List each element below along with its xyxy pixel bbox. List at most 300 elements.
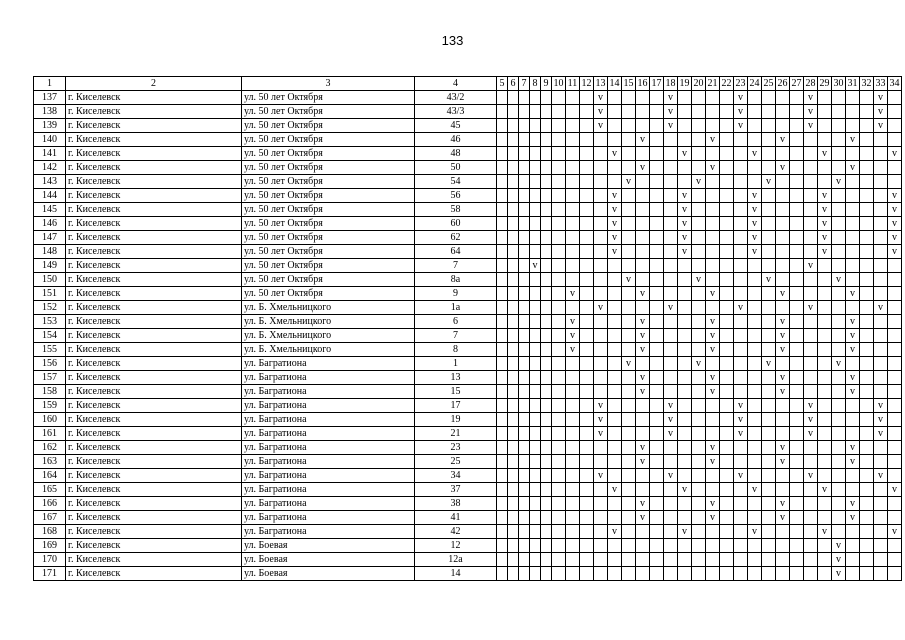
- row-number: 149: [34, 259, 66, 273]
- day-cell-21: [706, 553, 720, 567]
- day-cell-5: [497, 483, 508, 497]
- day-cell-15: [622, 133, 636, 147]
- day-cell-29: v: [818, 203, 832, 217]
- day-cell-16: v: [636, 385, 650, 399]
- day-cell-7: [519, 119, 530, 133]
- table-row: [34, 161, 902, 175]
- day-cell-7: [519, 385, 530, 399]
- day-cell-5: [497, 427, 508, 441]
- day-cell-27: [790, 497, 804, 511]
- day-cell-8: [530, 231, 541, 245]
- day-cell-7: [519, 525, 530, 539]
- day-cell-27: [790, 329, 804, 343]
- row-number: 166: [34, 497, 66, 511]
- day-cell-33: v: [874, 105, 888, 119]
- day-cell-32: [860, 483, 874, 497]
- day-cell-32: [860, 189, 874, 203]
- day-cell-18: [664, 315, 678, 329]
- day-cell-6: [508, 287, 519, 301]
- day-cell-7: [519, 245, 530, 259]
- row-street: ул. Багратиона: [242, 511, 415, 525]
- day-cell-12: [580, 203, 594, 217]
- day-cell-8: [530, 161, 541, 175]
- row-city: г. Киселевск: [66, 231, 242, 245]
- day-cell-15: [622, 203, 636, 217]
- day-cell-29: [818, 497, 832, 511]
- row-city: г. Киселевск: [66, 147, 242, 161]
- day-cell-27: [790, 427, 804, 441]
- day-cell-22: [720, 329, 734, 343]
- day-cell-23: v: [734, 119, 748, 133]
- day-cell-9: [541, 91, 552, 105]
- day-cell-30: [832, 301, 846, 315]
- day-cell-15: [622, 147, 636, 161]
- day-cell-10: [552, 119, 566, 133]
- header-cell-23: 23: [735, 77, 746, 89]
- day-cell-26: [776, 217, 790, 231]
- day-cell-28: v: [804, 105, 818, 119]
- day-cell-12: [580, 357, 594, 371]
- day-cell-18: [664, 133, 678, 147]
- day-cell-22: [720, 105, 734, 119]
- row-city: г. Киселевск: [66, 245, 242, 259]
- day-cell-8: [530, 189, 541, 203]
- day-cell-19: [678, 385, 692, 399]
- day-cell-7: [519, 147, 530, 161]
- day-cell-22: [720, 427, 734, 441]
- row-street: ул. Багратиона: [242, 441, 415, 455]
- day-cell-30: [832, 511, 846, 525]
- day-cell-20: [692, 329, 706, 343]
- day-cell-29: [818, 105, 832, 119]
- day-cell-25: v: [762, 357, 776, 371]
- day-cell-29: [818, 91, 832, 105]
- day-cell-20: v: [692, 357, 706, 371]
- day-cell-12: [580, 91, 594, 105]
- day-cell-18: [664, 175, 678, 189]
- row-number: 143: [34, 175, 66, 189]
- row-house: 12: [415, 539, 497, 553]
- day-cell-29: v: [818, 217, 832, 231]
- day-cell-22: [720, 567, 734, 581]
- day-cell-10: [552, 357, 566, 371]
- day-cell-30: v: [832, 357, 846, 371]
- row-street: ул. 50 лет Октября: [242, 245, 415, 259]
- table-row: [34, 287, 902, 301]
- day-cell-9: [541, 469, 552, 483]
- row-city: г. Киселевск: [66, 273, 242, 287]
- day-cell-32: [860, 175, 874, 189]
- day-cell-33: [874, 343, 888, 357]
- day-cell-6: [508, 553, 519, 567]
- header-cell-27: 27: [791, 77, 802, 89]
- day-cell-27: [790, 273, 804, 287]
- day-cell-28: [804, 133, 818, 147]
- day-cell-6: [508, 91, 519, 105]
- day-cell-25: [762, 567, 776, 581]
- row-house: 37: [415, 483, 497, 497]
- day-cell-23: [734, 441, 748, 455]
- day-cell-9: [541, 483, 552, 497]
- day-cell-32: [860, 203, 874, 217]
- day-cell-23: [734, 385, 748, 399]
- day-cell-29: [818, 413, 832, 427]
- day-cell-20: [692, 343, 706, 357]
- day-cell-14: v: [608, 231, 622, 245]
- day-cell-15: [622, 161, 636, 175]
- day-cell-6: [508, 329, 519, 343]
- row-number: 160: [34, 413, 66, 427]
- day-cell-28: v: [804, 427, 818, 441]
- day-cell-15: [622, 315, 636, 329]
- day-cell-13: [594, 217, 608, 231]
- day-cell-10: [552, 441, 566, 455]
- table-row: [34, 399, 902, 413]
- day-cell-10: [552, 245, 566, 259]
- day-cell-19: [678, 105, 692, 119]
- day-cell-9: [541, 329, 552, 343]
- day-cell-16: [636, 119, 650, 133]
- day-cell-28: v: [804, 91, 818, 105]
- day-cell-34: [888, 371, 902, 385]
- table-row: [34, 455, 902, 469]
- day-cell-32: [860, 343, 874, 357]
- row-house: 41: [415, 511, 497, 525]
- day-cell-16: [636, 357, 650, 371]
- day-cell-7: [519, 441, 530, 455]
- day-cell-34: [888, 511, 902, 525]
- day-cell-28: [804, 357, 818, 371]
- day-cell-14: v: [608, 203, 622, 217]
- day-cell-18: v: [664, 91, 678, 105]
- day-cell-30: [832, 441, 846, 455]
- day-cell-20: [692, 385, 706, 399]
- day-cell-21: [706, 539, 720, 553]
- day-cell-15: [622, 399, 636, 413]
- day-cell-26: v: [776, 329, 790, 343]
- day-cell-25: [762, 105, 776, 119]
- day-cell-28: v: [804, 413, 818, 427]
- day-cell-23: [734, 329, 748, 343]
- day-cell-8: [530, 273, 541, 287]
- day-cell-12: [580, 441, 594, 455]
- day-cell-23: [734, 133, 748, 147]
- day-cell-28: v: [804, 399, 818, 413]
- day-cell-28: [804, 217, 818, 231]
- day-cell-24: [748, 91, 762, 105]
- day-cell-5: [497, 315, 508, 329]
- day-cell-16: [636, 189, 650, 203]
- day-cell-24: [748, 133, 762, 147]
- row-house: 12а: [415, 553, 497, 567]
- day-cell-21: [706, 301, 720, 315]
- day-cell-33: [874, 357, 888, 371]
- day-cell-6: [508, 203, 519, 217]
- day-cell-27: [790, 245, 804, 259]
- day-cell-6: [508, 441, 519, 455]
- day-cell-22: [720, 483, 734, 497]
- day-cell-33: v: [874, 413, 888, 427]
- day-cell-30: [832, 371, 846, 385]
- day-cell-10: [552, 371, 566, 385]
- day-cell-9: [541, 553, 552, 567]
- day-cell-10: [552, 273, 566, 287]
- day-cell-22: [720, 343, 734, 357]
- day-cell-22: [720, 91, 734, 105]
- day-cell-30: [832, 133, 846, 147]
- day-cell-5: [497, 385, 508, 399]
- day-cell-5: [497, 301, 508, 315]
- day-cell-27: [790, 343, 804, 357]
- header-cell-9: 9: [541, 77, 552, 91]
- day-cell-16: v: [636, 329, 650, 343]
- day-cell-20: [692, 259, 706, 273]
- day-cell-15: [622, 119, 636, 133]
- row-city: г. Киселевск: [66, 567, 242, 581]
- day-cell-29: [818, 455, 832, 469]
- day-cell-7: [519, 231, 530, 245]
- day-cell-30: [832, 399, 846, 413]
- day-cell-10: [552, 147, 566, 161]
- day-cell-6: [508, 469, 519, 483]
- day-cell-23: [734, 259, 748, 273]
- day-cell-34: [888, 567, 902, 581]
- day-cell-29: [818, 441, 832, 455]
- day-cell-9: [541, 259, 552, 273]
- day-cell-25: [762, 553, 776, 567]
- day-cell-15: [622, 455, 636, 469]
- day-cell-33: [874, 315, 888, 329]
- day-cell-31: [846, 203, 860, 217]
- row-street: ул. 50 лет Октября: [242, 175, 415, 189]
- day-cell-26: [776, 91, 790, 105]
- day-cell-27: [790, 301, 804, 315]
- day-cell-15: [622, 343, 636, 357]
- day-cell-15: [622, 553, 636, 567]
- day-cell-5: [497, 105, 508, 119]
- day-cell-32: [860, 399, 874, 413]
- day-cell-24: [748, 441, 762, 455]
- day-cell-5: [497, 497, 508, 511]
- day-cell-6: [508, 161, 519, 175]
- day-cell-32: [860, 525, 874, 539]
- header-cell-2: 2: [66, 77, 242, 91]
- day-cell-33: [874, 175, 888, 189]
- day-cell-21: [706, 231, 720, 245]
- day-cell-34: [888, 553, 902, 567]
- day-cell-5: [497, 539, 508, 553]
- day-cell-17: [650, 147, 664, 161]
- row-city: г. Киселевск: [66, 525, 242, 539]
- day-cell-6: [508, 483, 519, 497]
- day-cell-27: [790, 413, 804, 427]
- day-cell-25: [762, 119, 776, 133]
- day-cell-18: [664, 371, 678, 385]
- day-cell-5: [497, 245, 508, 259]
- day-cell-26: [776, 539, 790, 553]
- day-cell-23: [734, 455, 748, 469]
- day-cell-29: [818, 175, 832, 189]
- day-cell-28: [804, 525, 818, 539]
- row-street: ул. 50 лет Октября: [242, 147, 415, 161]
- row-street: ул. Багратиона: [242, 427, 415, 441]
- table-row: [34, 203, 902, 217]
- table-row: [34, 273, 902, 287]
- day-cell-23: [734, 189, 748, 203]
- day-cell-30: v: [832, 567, 846, 581]
- day-cell-27: [790, 539, 804, 553]
- day-cell-19: [678, 161, 692, 175]
- day-cell-16: [636, 301, 650, 315]
- day-cell-29: [818, 385, 832, 399]
- day-cell-33: [874, 217, 888, 231]
- day-cell-9: [541, 287, 552, 301]
- table-row: [34, 147, 902, 161]
- day-cell-14: [608, 371, 622, 385]
- day-cell-18: v: [664, 413, 678, 427]
- row-street: ул. Б. Хмельницкого: [242, 315, 415, 329]
- row-number: 150: [34, 273, 66, 287]
- table-row: [34, 259, 902, 273]
- day-cell-8: [530, 147, 541, 161]
- day-cell-22: [720, 217, 734, 231]
- day-cell-19: [678, 553, 692, 567]
- day-cell-16: [636, 147, 650, 161]
- day-cell-29: v: [818, 231, 832, 245]
- day-cell-10: [552, 385, 566, 399]
- day-cell-34: [888, 259, 902, 273]
- day-cell-19: [678, 329, 692, 343]
- day-cell-8: [530, 567, 541, 581]
- day-cell-24: v: [748, 147, 762, 161]
- day-cell-15: [622, 105, 636, 119]
- row-street: ул. 50 лет Октября: [242, 91, 415, 105]
- day-cell-17: [650, 539, 664, 553]
- day-cell-21: v: [706, 511, 720, 525]
- row-number: 154: [34, 329, 66, 343]
- day-cell-22: [720, 189, 734, 203]
- day-cell-20: [692, 287, 706, 301]
- day-cell-5: [497, 203, 508, 217]
- day-cell-19: v: [678, 231, 692, 245]
- day-cell-15: [622, 287, 636, 301]
- day-cell-12: [580, 189, 594, 203]
- day-cell-28: [804, 343, 818, 357]
- table-row: [34, 413, 902, 427]
- day-cell-5: [497, 567, 508, 581]
- day-cell-10: [552, 413, 566, 427]
- day-cell-10: [552, 175, 566, 189]
- day-cell-13: [594, 287, 608, 301]
- day-cell-15: [622, 371, 636, 385]
- day-cell-22: [720, 133, 734, 147]
- day-cell-34: v: [888, 203, 902, 217]
- day-cell-12: [580, 469, 594, 483]
- day-cell-34: [888, 539, 902, 553]
- row-street: ул. Боевая: [242, 553, 415, 567]
- day-cell-27: [790, 259, 804, 273]
- day-cell-21: v: [706, 287, 720, 301]
- day-cell-11: [566, 91, 580, 105]
- day-cell-12: [580, 105, 594, 119]
- day-cell-9: [541, 133, 552, 147]
- day-cell-27: [790, 553, 804, 567]
- day-cell-32: [860, 539, 874, 553]
- day-cell-13: [594, 273, 608, 287]
- day-cell-29: [818, 343, 832, 357]
- day-cell-10: [552, 483, 566, 497]
- day-cell-32: [860, 301, 874, 315]
- day-cell-10: [552, 301, 566, 315]
- day-cell-30: v: [832, 273, 846, 287]
- day-cell-13: v: [594, 91, 608, 105]
- day-cell-12: [580, 539, 594, 553]
- day-cell-29: [818, 119, 832, 133]
- day-cell-34: [888, 385, 902, 399]
- row-street: ул. 50 лет Октября: [242, 189, 415, 203]
- page-number: 133: [441, 33, 464, 48]
- table-body: [34, 91, 902, 581]
- day-cell-25: [762, 539, 776, 553]
- header-cell-15: 15: [623, 77, 634, 89]
- day-cell-11: [566, 119, 580, 133]
- day-cell-21: [706, 399, 720, 413]
- day-cell-31: [846, 539, 860, 553]
- day-cell-31: [846, 105, 860, 119]
- day-cell-12: [580, 371, 594, 385]
- day-cell-30: [832, 259, 846, 273]
- day-cell-7: [519, 427, 530, 441]
- day-cell-13: [594, 497, 608, 511]
- day-cell-8: [530, 175, 541, 189]
- day-cell-23: [734, 343, 748, 357]
- day-cell-23: v: [734, 427, 748, 441]
- day-cell-16: v: [636, 497, 650, 511]
- day-cell-16: [636, 259, 650, 273]
- day-cell-7: [519, 497, 530, 511]
- day-cell-7: [519, 161, 530, 175]
- day-cell-6: [508, 385, 519, 399]
- day-cell-24: [748, 497, 762, 511]
- day-cell-33: [874, 203, 888, 217]
- day-cell-30: [832, 217, 846, 231]
- day-cell-8: [530, 455, 541, 469]
- day-cell-34: [888, 273, 902, 287]
- row-number: 168: [34, 525, 66, 539]
- day-cell-19: [678, 91, 692, 105]
- day-cell-18: [664, 245, 678, 259]
- day-cell-10: [552, 203, 566, 217]
- day-cell-16: v: [636, 455, 650, 469]
- day-cell-16: [636, 399, 650, 413]
- day-cell-34: [888, 175, 902, 189]
- day-cell-17: [650, 469, 664, 483]
- day-cell-16: v: [636, 343, 650, 357]
- day-cell-20: [692, 91, 706, 105]
- header-cell-8: 8: [530, 77, 541, 91]
- day-cell-11: [566, 259, 580, 273]
- day-cell-18: v: [664, 105, 678, 119]
- day-cell-5: [497, 161, 508, 175]
- day-cell-15: [622, 217, 636, 231]
- row-city: г. Киселевск: [66, 203, 242, 217]
- day-cell-25: [762, 497, 776, 511]
- day-cell-17: [650, 161, 664, 175]
- day-cell-8: [530, 287, 541, 301]
- day-cell-17: [650, 301, 664, 315]
- row-city: г. Киселевск: [66, 497, 242, 511]
- day-cell-17: [650, 441, 664, 455]
